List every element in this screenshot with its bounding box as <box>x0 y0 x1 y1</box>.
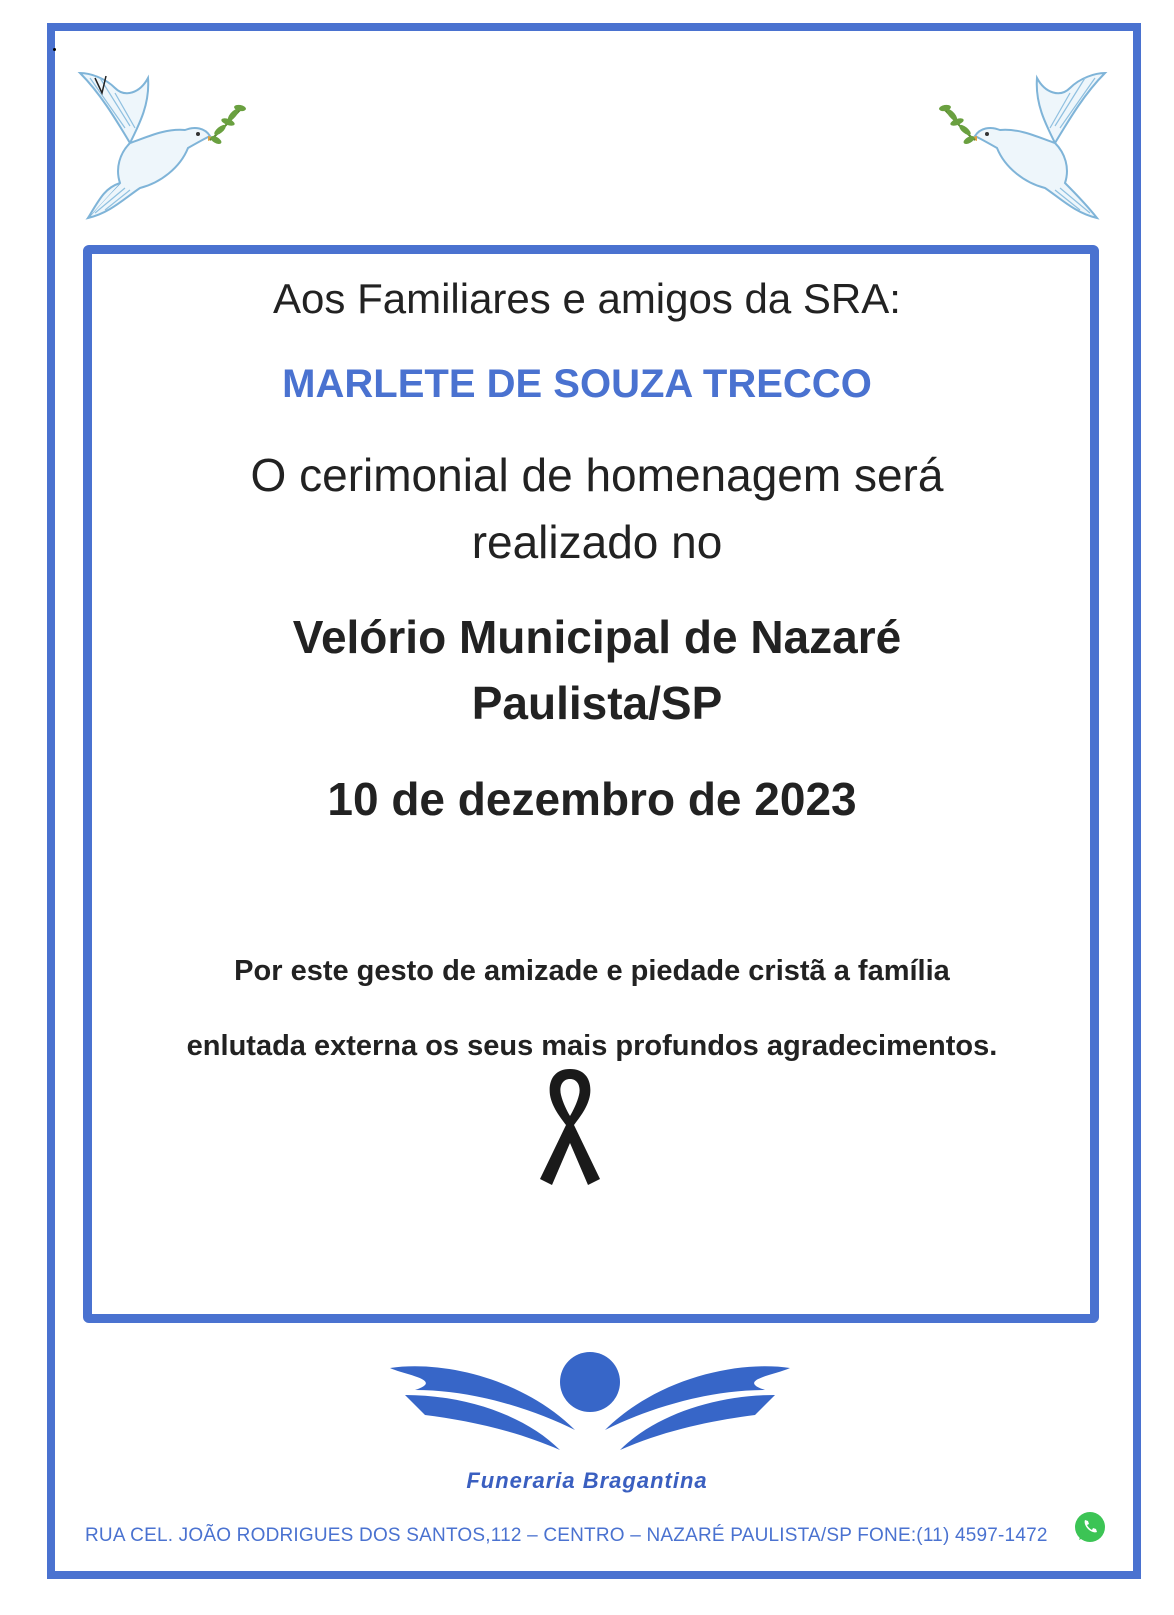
funeraria-logo <box>385 1350 795 1460</box>
footer-address: RUA CEL. JOÃO RODRIGUES DOS SANTOS,112 – CENTRO – NAZARÉ PAULISTA/SP FONE:(11) 4597-1472 <box>85 1525 1048 1546</box>
thanks-line2: enlutada externa os seus mais profundos agradecimentos. <box>186 1030 998 1062</box>
venue-line1: Velório Municipal de Nazaré <box>292 611 902 663</box>
ceremony-text-line2: realizado no <box>471 516 723 568</box>
intro-text: Aos Familiares e amigos da SRA: <box>273 275 901 322</box>
brand-name: Funeraria Bragantina <box>466 1468 708 1493</box>
ceremony-text-line1: O cerimonial de homenagem será <box>250 449 944 501</box>
deceased-name: MARLETE DE SOUZA TRECCO <box>282 362 872 406</box>
dove-icon <box>930 48 1115 233</box>
dove-icon <box>70 48 255 233</box>
venue-line2: Paulista/SP <box>471 677 723 729</box>
ceremony-date: 10 de dezembro de 2023 <box>327 773 857 825</box>
thanks-line1: Por este gesto de amizade e piedade cristã a família <box>234 955 950 987</box>
whatsapp-icon <box>1073 1510 1107 1544</box>
mourning-ribbon-icon <box>532 1063 608 1191</box>
scan-speck <box>53 48 56 51</box>
